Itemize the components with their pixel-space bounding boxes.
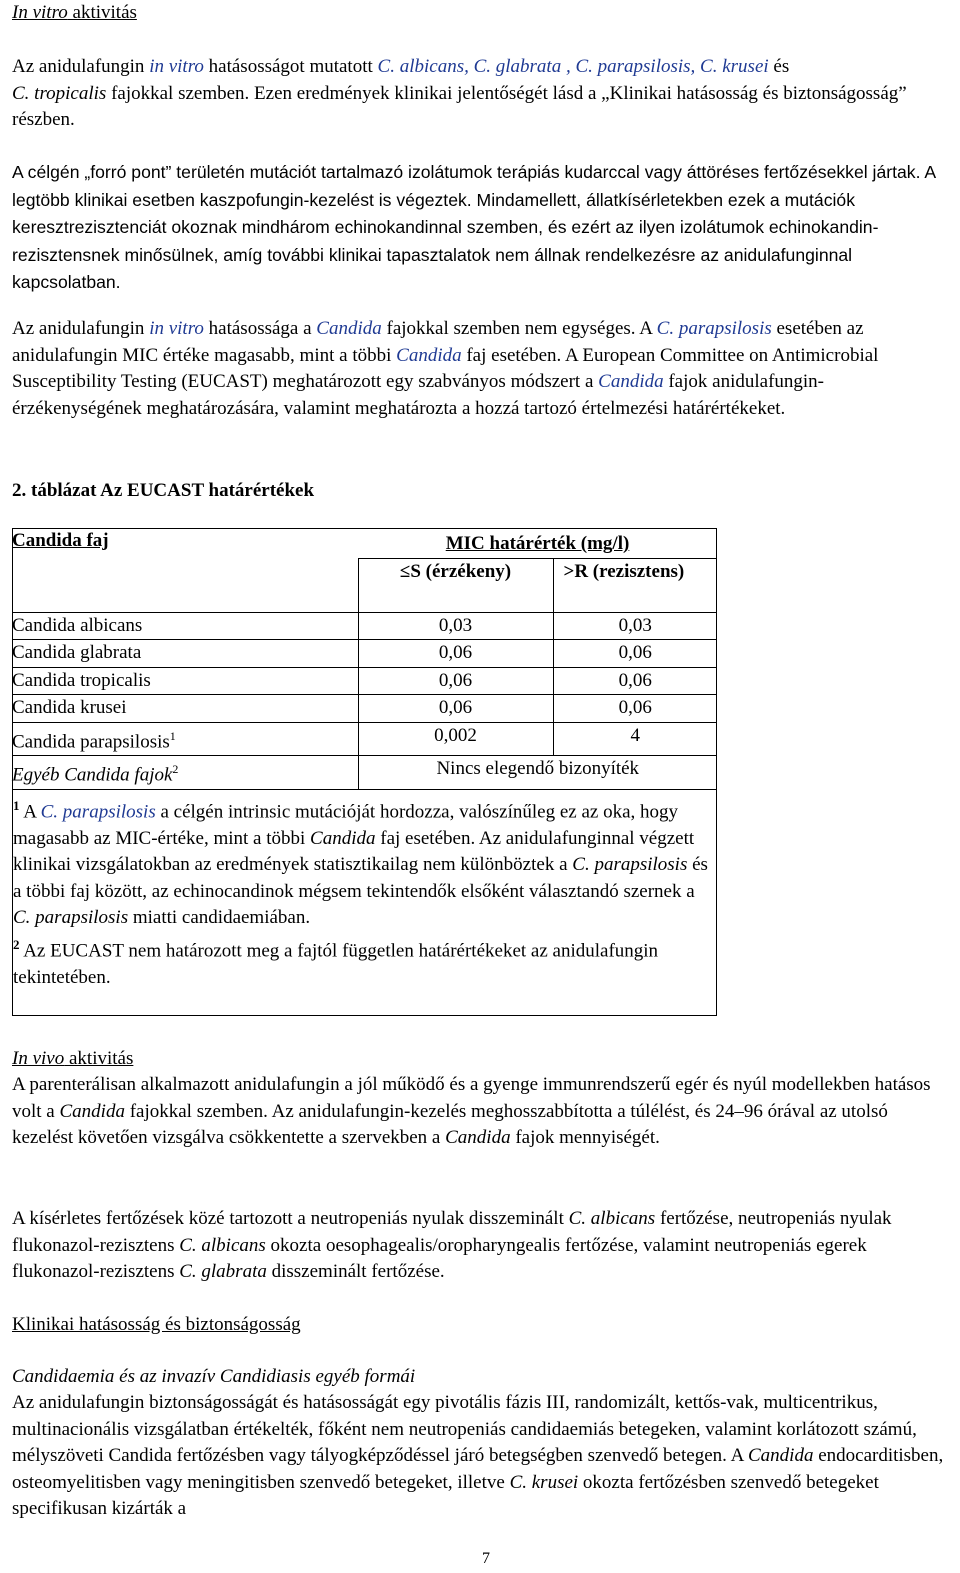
r-value: 0,06 xyxy=(553,667,717,695)
paragraph-eucast: Az anidulafungin in vitro hatásossága a Candida fajokkal szemben nem egységes. A C. parapsilosis esetében az anidulafungin MIC értéke magasabb, mint a többi Candida faj esetében. A European Committee on Antimicrobial Susceptibility Testing (EUCAST) meghatározott egy szabványos módszert a Candida fajok anidulafungin-érzékenységének meghatározására, valamint meghatározta a hozzá tartozó értelmezési határértékeket. xyxy=(12,318,879,419)
table-title: 2. táblázat Az EUCAST határértékek xyxy=(12,480,315,501)
footnote-1: $^1$ A C. parapsilosis a célgén intrinsic mutációját hordozza, valószínűleg ez az oka, hogy magasabb az MIC-értéke, mint a többi Candida faj esetében. Az anidulafunginnal végzett klinikai vizsgálatokban az eredmények statisztikailag nem különböztek a C. parapsilosis és a többi faj között, az echinocandinok mégsem tekintendők elsőként választandó szernek a C. parapsilosis miatti candidaemiában. xyxy=(13,798,708,929)
paragraph-clinical-study: Az anidulafungin biztonságosságát és hatásosságát egy pivotális fázis III, randomizált, kettős-vak, multicentrikus, multinacionális vizsgálatban értékelték, főként nem neutropeniás candidaemiás betegeken, valamint korlátozott számú, mélyszöveti Candida fertőzésben vagy tályogképződéssel járó betegségben szenvedő betegen. A Candida endocarditisben, osteomyelitisben vagy meningitisben szenvedő betegeket, illetve C. krusei okozta fertőzésben szenvedő betegeket specifikusan kizárták a xyxy=(12,1392,944,1519)
paragraph-experimental-infections: A kísérletes fertőzések közé tartozott a neutropeniás nyulak disszeminált C. albicans fertőzése, neutropeniás nyulak flukonazol-rezisztens C. albicans okozta oesophagealis/oropharyngealis fertőzése, valamint neutropeniás egerek flukonazol-rezisztens C. glabrata disszeminált fertőzése. xyxy=(12,1208,892,1282)
table-row xyxy=(12,722,717,756)
species-cell: Candida tropicalis xyxy=(12,667,358,695)
table-row xyxy=(12,756,717,790)
species-cell: Egyéb Candida fajok$^2$ xyxy=(12,756,358,790)
species-cell: Candida glabrata xyxy=(12,640,358,668)
paragraph-in-vivo: A parenterálisan alkalmazott anidulafungin a jól működő és a gyenge immunrendszerű egér és nyúl modellekben hatásos volt a Candida fajokkal szemben. Az anidulafungin-kezelés meghosszabbította a túlélést, és 24–96 órával az utolsó kezelést követően vizsgálva csökkentette a szervekben a Candida fajok mennyiségét. xyxy=(12,1074,931,1148)
species-cell: Candida albicans xyxy=(12,612,358,640)
header-resistant: >R (rezisztens) xyxy=(553,558,717,612)
eucast-breakpoint-table xyxy=(12,528,717,1016)
other-species-value: Nincs elegendő bizonyíték xyxy=(358,756,717,790)
header-mic: MIC határérték (mg/l) xyxy=(445,533,630,554)
s-value: 0,06 xyxy=(358,667,553,695)
species-cell: Candida krusei xyxy=(12,695,358,723)
paragraph-in-vitro-activity: Az anidulafungin in vitro hatásosságot mutatott C. albicans, C. glabrata , C. parapsilosis, C. krusei és C. tropicalis fajokkal szemben. Ezen eredmények klinikai jelentőségét lásd a „Klinikai hatásosság és biztonságosság” részben. xyxy=(12,56,907,130)
s-value: 0,002 xyxy=(358,722,553,756)
heading-in-vitro: In vitro aktivitás xyxy=(12,2,137,23)
paragraph-hot-spot-mutations: A célgén „forró pont” területén mutációt tartalmazó izolátumok terápiás kudarccal vagy áttöréses fertőzésekkel jártak. A legtöbb klinikai esetben kaszpofungin-kezelést is végeztek. Mindamellett, állatkísérletekben ezek a mutációk keresztrezisztenciát okoznak mindhárom echinokandinnal szemben, és ezért az ilyen izolátumok echinokandin-rezisztensnek minősülnek, amíg további klinikai tapasztalatok nem állnak rendelkezésre az anidulafunginnal kapcsolatban. xyxy=(12,162,936,292)
s-value: 0,06 xyxy=(358,640,553,668)
page-number: 7 xyxy=(482,1550,490,1567)
table-row xyxy=(12,640,717,668)
r-value: 0,06 xyxy=(553,695,717,723)
header-species: Candida faj xyxy=(12,530,109,551)
heading-in-vivo: In vivo aktivitás xyxy=(12,1048,134,1069)
table-row xyxy=(12,612,717,640)
table-row xyxy=(12,695,717,723)
r-value: 0,03 xyxy=(553,612,717,640)
table-row xyxy=(12,667,717,695)
s-value: 0,06 xyxy=(358,695,553,723)
species-cell: Candida parapsilosis$^1$ xyxy=(12,722,358,756)
r-value: 4 xyxy=(553,722,717,756)
header-susceptible: ≤S (érzékeny) xyxy=(358,558,553,612)
table-footnotes xyxy=(13,793,713,991)
footnote-2: $^2$ Az EUCAST nem határozott meg a fajtól független határértékeket az anidulafungin tekintetében. xyxy=(13,936,659,988)
heading-candidaemia: Candidaemia és az invazív Candidiasis egyéb formái xyxy=(12,1366,416,1387)
r-value: 0,06 xyxy=(553,640,717,668)
s-value: 0,03 xyxy=(358,612,553,640)
heading-clinical: Klinikai hatásosság és biztonságosság xyxy=(12,1314,301,1335)
